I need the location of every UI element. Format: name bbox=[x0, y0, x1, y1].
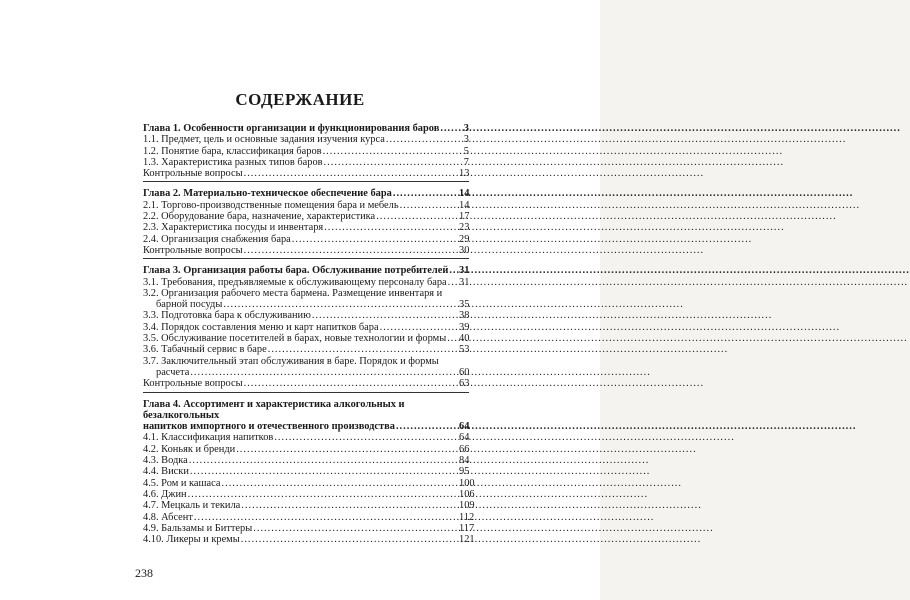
toc-entry bbox=[143, 222, 469, 233]
leader-dots bbox=[386, 134, 458, 145]
chapter-block bbox=[143, 188, 469, 259]
toc-entry bbox=[143, 288, 469, 311]
leader-dots bbox=[241, 534, 458, 545]
leader-dots bbox=[324, 222, 458, 233]
toc-entry bbox=[143, 500, 475, 512]
toc-entry bbox=[143, 522, 475, 534]
toc-entry-page: 29 bbox=[459, 233, 470, 245]
leader-dots bbox=[312, 310, 458, 321]
toc-entry bbox=[143, 322, 469, 333]
page-title: СОДЕРЖАНИЕ bbox=[235, 90, 365, 109]
toc-entry-page: 100 bbox=[459, 477, 475, 489]
leader-dots bbox=[190, 367, 458, 378]
toc-entry-page: 112 bbox=[459, 511, 475, 523]
toc-entry-text: 3.4. Порядок составления меню и карт напитков бара bbox=[143, 321, 379, 333]
toc-entry bbox=[143, 344, 469, 355]
leader-dots bbox=[244, 245, 458, 256]
chapter-heading-page: 64 bbox=[459, 421, 470, 433]
leader-dots bbox=[324, 157, 458, 168]
leader-dots bbox=[380, 322, 458, 333]
toc-entry-text: 4.3. Водка bbox=[143, 455, 188, 467]
toc-entry-text: Контрольные вопросы bbox=[143, 244, 243, 256]
leader-dots bbox=[274, 432, 458, 443]
toc-entry-page: 39 bbox=[459, 321, 470, 333]
toc-entry-page: 60 bbox=[459, 366, 470, 378]
toc-entry bbox=[143, 234, 469, 245]
toc-entry-text: 4.7. Мецкаль и текила bbox=[143, 500, 241, 512]
toc-entry-text: 4.6. Джин bbox=[143, 488, 187, 500]
toc-entry bbox=[143, 488, 475, 500]
toc-entry-text: 4.8. Абсент bbox=[143, 511, 193, 523]
toc-entry-text: 4.2. Коньяк и бренди bbox=[143, 443, 236, 455]
toc-entry bbox=[143, 200, 469, 211]
toc-entry-text: 2.4. Организация снабжения бара bbox=[143, 233, 291, 245]
toc-entry-text: 3.1. Требования, предъявляемые к обслуживающему персоналу бара bbox=[143, 276, 447, 288]
toc-entry bbox=[143, 211, 469, 222]
toc-entry-page: 106 bbox=[459, 488, 475, 500]
chapter-block bbox=[143, 265, 469, 392]
chapter-heading bbox=[143, 188, 469, 199]
toc-entry-page: 64 bbox=[459, 432, 470, 444]
toc-entry-page: 66 bbox=[459, 443, 470, 455]
toc-entry bbox=[143, 378, 469, 389]
toc-entry bbox=[143, 534, 475, 546]
toc-entry-text: 3.6. Табачный сервис в баре bbox=[143, 344, 267, 356]
toc-entry-text: 4.4. Виски bbox=[143, 466, 189, 478]
chapter-block bbox=[143, 398, 475, 548]
leader-dots bbox=[448, 277, 458, 288]
toc-entry-page: 109 bbox=[459, 500, 475, 512]
toc-entry bbox=[143, 157, 469, 168]
leader-dots bbox=[189, 455, 458, 466]
toc-entry-text: 4.9. Бальзамы и Биттеры bbox=[143, 522, 253, 534]
leader-dots bbox=[400, 200, 458, 211]
chapter-heading-page: 31 bbox=[459, 265, 470, 277]
toc-entry-page: 117 bbox=[459, 522, 475, 534]
toc-entry bbox=[143, 310, 469, 321]
chapter-heading-page: 14 bbox=[459, 188, 470, 200]
toc-entry-page: 35 bbox=[459, 299, 470, 311]
leader-dots bbox=[393, 188, 458, 199]
leader-dots bbox=[449, 265, 458, 276]
toc-entry-page: 30 bbox=[459, 244, 470, 256]
toc-entry-text: Контрольные вопросы bbox=[143, 378, 243, 390]
toc-entry-page: 5 bbox=[463, 145, 469, 157]
table-of-contents bbox=[143, 123, 475, 553]
toc-entry bbox=[143, 168, 469, 179]
toc-entry-page: 3 bbox=[463, 134, 469, 146]
toc-entry bbox=[143, 466, 469, 477]
toc-entry-text: 2.3. Характеристика посуды и инвентаря bbox=[143, 222, 324, 234]
chapter-heading bbox=[143, 265, 469, 276]
leader-dots bbox=[253, 523, 458, 534]
chapter-block bbox=[143, 123, 469, 182]
toc-entry-page: 7 bbox=[463, 156, 469, 168]
chapter-heading-text: Глава 4. Ассортимент и характеристика алкогольных и безалкогольных bbox=[143, 398, 405, 421]
leader-dots bbox=[188, 489, 458, 500]
toc-entry-page: 95 bbox=[459, 466, 470, 478]
chapter-heading bbox=[143, 123, 469, 134]
toc-entry-page: 14 bbox=[459, 199, 470, 211]
toc-entry bbox=[143, 333, 469, 344]
toc-entry-page: 121 bbox=[459, 534, 475, 546]
toc-entry bbox=[143, 444, 469, 455]
toc-entry bbox=[143, 245, 469, 256]
toc-entry bbox=[143, 356, 469, 379]
leader-dots bbox=[244, 168, 458, 179]
page-number: 238 bbox=[135, 566, 153, 580]
toc-entry-page: 13 bbox=[459, 168, 470, 180]
toc-entry bbox=[143, 146, 469, 157]
leader-dots bbox=[440, 123, 458, 134]
toc-entry bbox=[143, 432, 469, 443]
leader-dots bbox=[194, 512, 458, 523]
toc-entry-text: 4.10. Ликеры и кремы bbox=[143, 534, 240, 546]
leader-dots bbox=[376, 211, 458, 222]
leader-dots bbox=[241, 500, 458, 511]
toc-entry-page: 63 bbox=[459, 378, 470, 390]
toc-entry-text: 1.3. Характеристика разных типов баров bbox=[143, 156, 323, 168]
leader-dots bbox=[244, 378, 458, 389]
leader-dots bbox=[268, 344, 458, 355]
chapter-heading bbox=[143, 399, 469, 433]
toc-entry-text: 3.5. Обслуживание посетителей в барах, новые технологии и формы bbox=[143, 333, 447, 345]
chapter-heading-text-continued: напитков импортного и отечественного производства bbox=[143, 421, 395, 433]
toc-entry-text: 4.1. Классификация напитков bbox=[143, 432, 274, 444]
leader-dots bbox=[190, 466, 458, 477]
toc-entry bbox=[143, 511, 475, 523]
leader-dots bbox=[396, 421, 458, 432]
toc-entry-text: 3.3. Подготовка бара к обслуживанию bbox=[143, 310, 311, 322]
toc-entry-text: 2.2. Оборудование бара, назначение, характеристика bbox=[143, 211, 376, 223]
toc-entry bbox=[143, 477, 475, 489]
toc-entry-text: 3.7. Заключительный этап обслуживания в баре. Порядок и формы bbox=[143, 355, 439, 367]
toc-entry-text: 1.1. Предмет, цель и основные задания изучения курса bbox=[143, 134, 385, 146]
toc-entry-text: 3.2. Организация рабочего места бармена. Размещение инвентаря и bbox=[143, 287, 443, 299]
toc-entry-text: 1.2. Понятие бара, классификация баров bbox=[143, 145, 322, 157]
leader-dots bbox=[292, 234, 458, 245]
leader-dots bbox=[323, 146, 458, 157]
chapter-heading-page: 3 bbox=[463, 123, 469, 134]
toc-entry-text-continued: барной посуды bbox=[156, 299, 223, 311]
toc-entry-page: 40 bbox=[459, 333, 470, 345]
leader-dots bbox=[447, 333, 458, 344]
toc-entry bbox=[143, 277, 469, 288]
leader-dots bbox=[223, 299, 458, 310]
toc-entry bbox=[143, 455, 469, 466]
toc-entry-page: 84 bbox=[459, 455, 470, 467]
leader-dots bbox=[236, 444, 458, 455]
toc-entry-text: 2.1. Торгово-производственные помещения бара и мебель bbox=[143, 199, 399, 211]
toc-entry-page: 17 bbox=[459, 211, 470, 223]
toc-entry-text: Контрольные вопросы bbox=[143, 168, 243, 180]
toc-entry-page: 53 bbox=[459, 344, 470, 356]
chapter-heading-text: Глава 3. Организация работы бара. Обслуживание потребителей bbox=[143, 265, 449, 277]
toc-entry-text-continued: расчета bbox=[156, 366, 190, 378]
chapter-heading-text: Глава 2. Материально-техническое обеспечение бара bbox=[143, 188, 392, 200]
toc-entry-page: 38 bbox=[459, 310, 470, 322]
leader-dots bbox=[222, 478, 459, 489]
toc-entry-page: 23 bbox=[459, 222, 470, 234]
toc-entry-text: 4.5. Ром и кашаса bbox=[143, 477, 221, 489]
chapter-heading-text: Глава 1. Особенности организации и функционирования баров bbox=[143, 123, 440, 134]
toc-entry-page: 31 bbox=[459, 276, 470, 288]
toc-entry bbox=[143, 134, 469, 145]
